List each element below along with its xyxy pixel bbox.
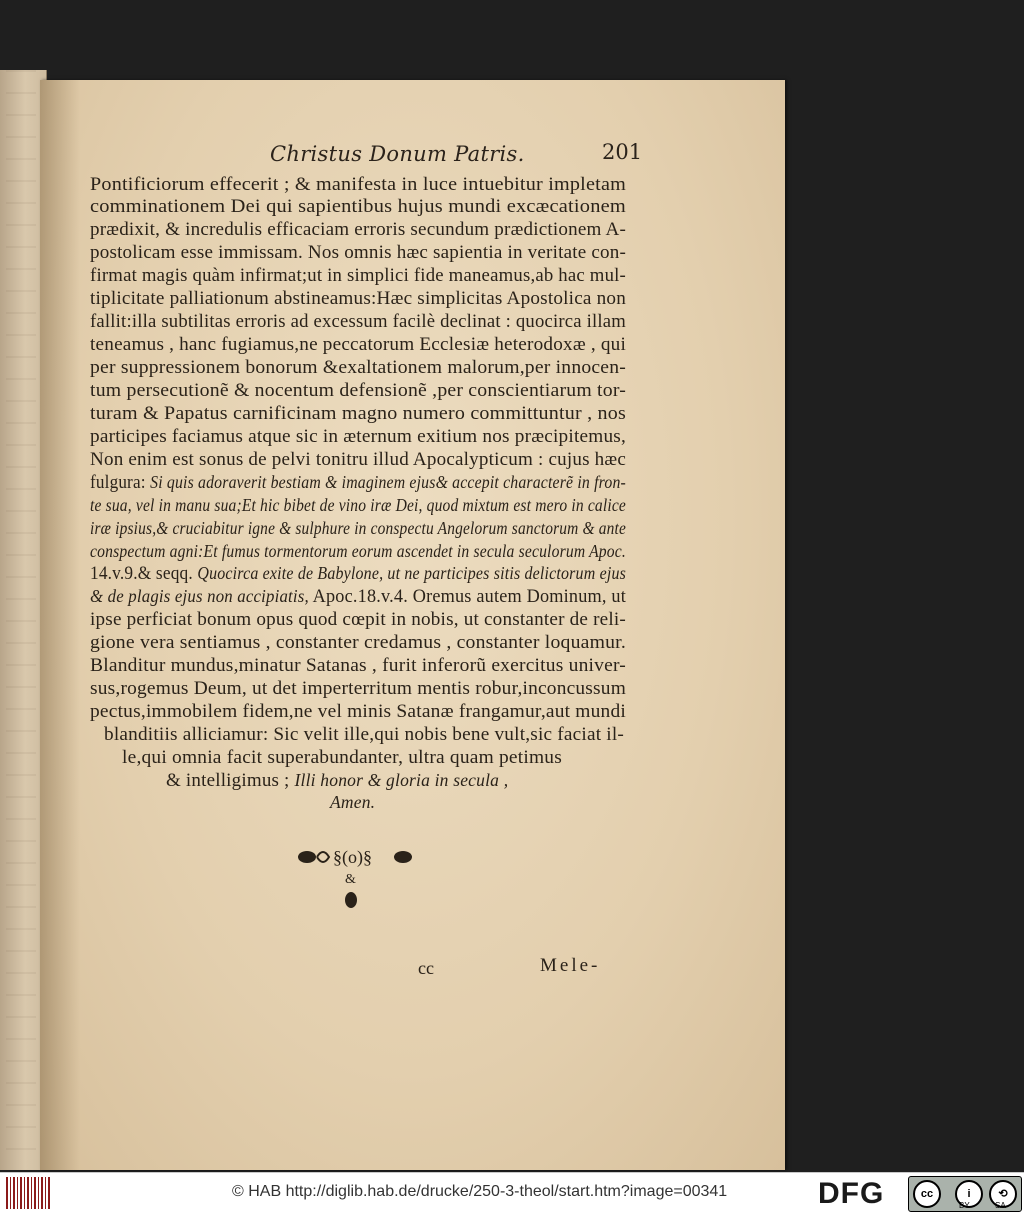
text-italic: Quocirca exite de Babylone, ut ne participes sitis delictorum ejus xyxy=(197,563,626,583)
text-line: prædixit, & incredulis efficaciam erroris secundum prædictionem A- xyxy=(90,219,626,240)
text-line: postolicam esse immissam. Nos omnis hæc sapientia in veritate con- xyxy=(90,242,626,263)
text-line: le,qui omnia facit superabundanter, ultra quam petimus xyxy=(122,747,562,768)
text-line xyxy=(90,472,626,494)
text-italic: Si quis adoraverit bestiam & imaginem ejus& accepit characterẽ in fron- xyxy=(150,472,626,492)
text-line: pectus,immobilem fidem,ne vel minis Satanæ frangamur,aut mundi xyxy=(90,701,626,722)
license-by-label: BY xyxy=(959,1201,970,1210)
text-line: ipse perficiat bonum opus quod cœpit in nobis, ut constanter de reli- xyxy=(90,609,626,630)
text-italic: Illi honor & gloria in secula , xyxy=(294,770,509,790)
text-line: per suppressionem bonorum &exaltationem malorum,per innocen- xyxy=(90,357,626,378)
text-roman: & intelligimus ; xyxy=(166,770,295,791)
catchword: Mele- xyxy=(540,955,601,976)
text-line: gione vera sentiamus , constanter credamus , constanter loquamur. xyxy=(90,632,626,653)
text-roman: 14.v.9.& seqq. xyxy=(90,563,198,584)
license-sa-label: SA xyxy=(995,1201,1006,1210)
text-line: Non enim est sonus de pelvi tonitru illud Apocalypticum : cujus hæc xyxy=(90,449,626,470)
text-roman: Apoc.18.v.4. Oremus autem Dominum, ut xyxy=(308,586,626,607)
svg-text:&: & xyxy=(345,872,356,887)
text-line: sus,rogemus Deum, ut det imperterritum mentis robur,inconcussum xyxy=(90,678,626,699)
page-number: 201 xyxy=(602,140,643,164)
text-line: teneamus , hanc fugiamus,ne peccatorum Ecclesiæ heterodoxæ , qui xyxy=(90,334,626,355)
text-line: te sua, vel in manu sua;Et hic bibet de vino iræ Dei, quod mixtum est mero in calice xyxy=(90,495,626,515)
library-barcode-icon xyxy=(6,1177,50,1209)
text-line xyxy=(90,586,626,608)
text-italic: & de plagis ejus non accipiatis, xyxy=(90,586,309,606)
dfg-logo[interactable]: DFG xyxy=(818,1177,885,1210)
text-line: comminationem Dei qui sapientibus hujus mundi excæcationem xyxy=(90,196,626,217)
share-alike-icon: ⟲ xyxy=(989,1180,1017,1208)
signature-mark: cc xyxy=(418,958,434,978)
text-roman: fulgura: xyxy=(90,472,151,493)
text-line: iræ ipsius,& cruciabitur igne & sulphure in conspectu Angelorum sanctorum & ante xyxy=(90,518,626,538)
footer-bar xyxy=(0,1172,1024,1213)
text-line: tiplicitate palliationum abstineamus:Hæc simplicitas Apostolica non xyxy=(90,288,626,309)
text-line: Blanditur mundus,minatur Satanas , furit inferorũ exercitus univer- xyxy=(90,655,626,676)
text-line: turam & Papatus carnificinam magno numero committuntur , nos xyxy=(90,403,626,424)
text-line xyxy=(166,770,508,792)
text-line: blanditiis alliciamur: Sic velit ille,qui nobis bene vult,sic faciat il- xyxy=(104,724,624,745)
running-head: Christus Donum Patris. xyxy=(270,142,525,166)
text-line: firmat magis quàm infirmat;ut in simplici fide maneamus,ab hac mul- xyxy=(90,265,626,286)
text-line: Pontificiorum effecerit ; & manifesta in luce intuebitur impletam xyxy=(90,174,626,195)
attribution-icon: i xyxy=(955,1180,983,1208)
cc-license-badge[interactable] xyxy=(908,1176,1022,1212)
text-line: participes faciamus atque sic in æternum exitium nos præcipitemus, xyxy=(90,426,626,447)
citation-link[interactable]: © HAB http://diglib.hab.de/drucke/250-3-theol/start.htm?image=00341 xyxy=(232,1183,728,1200)
text-line: Amen. xyxy=(330,792,376,812)
text-line xyxy=(90,563,626,585)
text-line: conspectum agni:Et fumus tormentorum eorum ascendet in secula seculorum Apoc. xyxy=(90,541,626,561)
tailpiece-ornament-icon xyxy=(295,845,415,915)
text-line: fallit:illa subtilitas erroris ad excessum facilè declinat : quocirca illam xyxy=(90,311,626,332)
svg-text:§(o)§: §(o)§ xyxy=(333,847,372,867)
text-line: tum persecutionẽ & nocentum defensionẽ ,per conscientiarum tor- xyxy=(90,380,626,401)
cc-icon: cc xyxy=(913,1180,941,1208)
